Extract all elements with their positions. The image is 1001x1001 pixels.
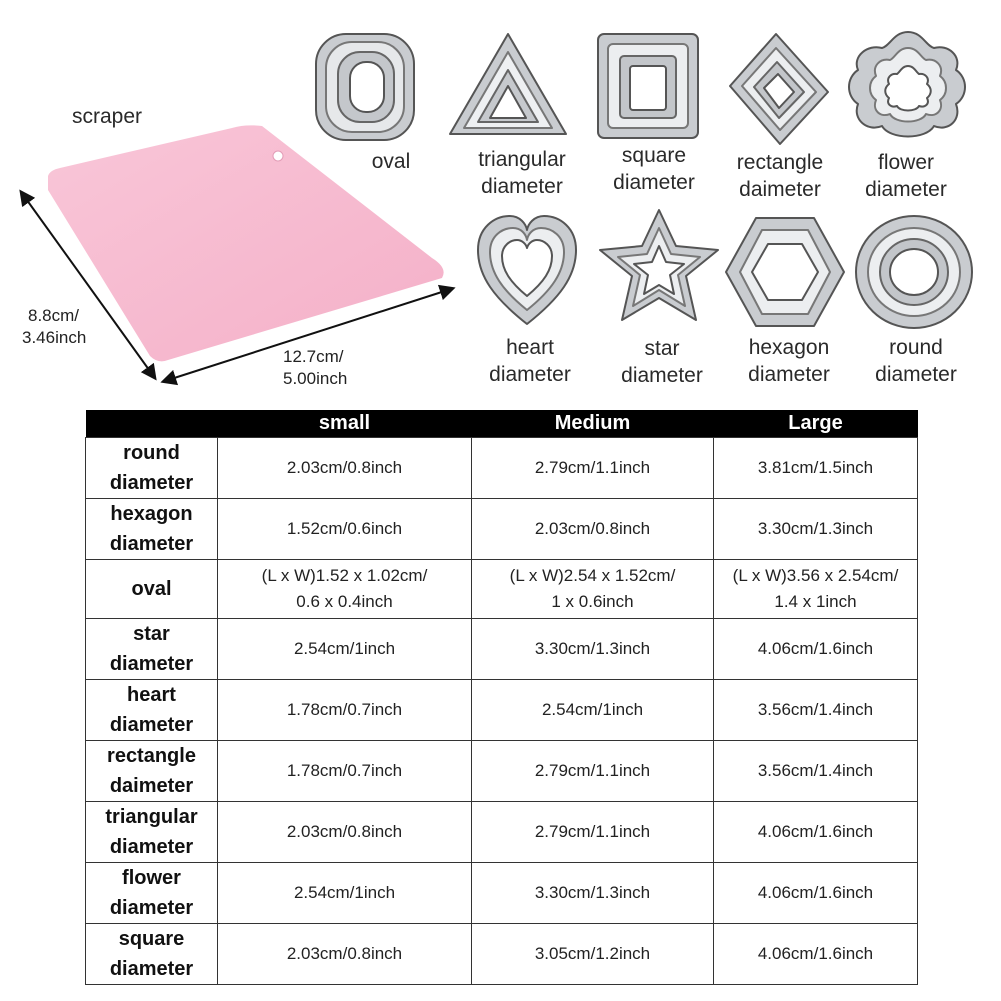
cell-value: (L x W)3.56 x 2.54cm/ <box>732 566 899 585</box>
row-label-line: square <box>118 928 185 950</box>
cutter-label-line2: diameter <box>613 171 695 194</box>
cell-value: 3.30cm/1.3inch <box>534 639 651 658</box>
cell-value: 1.78cm/0.7inch <box>286 761 403 780</box>
cell-small <box>218 924 472 985</box>
cell-value: 2.79cm/1.1inch <box>534 458 651 477</box>
cell-value: 2.03cm/0.8inch <box>286 944 403 963</box>
table-row <box>86 438 918 499</box>
cell-value: 2.54cm/1inch <box>293 639 396 658</box>
row-label-line: diameter <box>109 533 194 555</box>
row-label <box>86 741 218 802</box>
scraper-width-dimension <box>283 346 347 390</box>
cell-value: 2.54cm/1inch <box>293 883 396 902</box>
cell-value: (L x W)1.52 x 1.02cm/ <box>261 566 428 585</box>
cutter-label-line1: triangular <box>478 148 566 171</box>
cell-value: 4.06cm/1.6inch <box>757 944 874 963</box>
cutter-label-oval <box>356 148 426 175</box>
row-label-line: star <box>133 623 170 645</box>
row-label <box>86 802 218 863</box>
table-row <box>86 499 918 560</box>
cutter-label-line1: heart <box>506 336 554 359</box>
cell-medium <box>472 741 714 802</box>
cell-value: 4.06cm/1.6inch <box>757 639 874 658</box>
cell-medium <box>472 863 714 924</box>
cell-large <box>714 863 918 924</box>
cutter-label-line1: round <box>889 336 943 359</box>
cell-medium <box>472 438 714 499</box>
row-label <box>86 619 218 680</box>
cell-value: 4.06cm/1.6inch <box>757 883 874 902</box>
row-label-line: diameter <box>109 653 194 675</box>
cutter-label-heart <box>470 334 590 388</box>
row-label <box>86 924 218 985</box>
table-row <box>86 680 918 741</box>
row-label-line: triangular <box>105 806 198 828</box>
cell-value: 4.06cm/1.6inch <box>757 822 874 841</box>
cell-value: 2.03cm/0.8inch <box>286 822 403 841</box>
cell-value: 3.30cm/1.3inch <box>534 883 651 902</box>
size-table <box>85 410 918 985</box>
row-label <box>86 438 218 499</box>
cell-small <box>218 499 472 560</box>
cutter-label-triangular <box>462 146 582 200</box>
cell-value: 0.6 x 0.4inch <box>296 592 393 611</box>
heart-cutter-icon <box>474 212 580 330</box>
scraper-width-inch: 5.00inch <box>283 369 348 388</box>
cell-value: 1.78cm/0.7inch <box>286 700 403 719</box>
cell-small <box>218 802 472 863</box>
cell-value: 3.81cm/1.5inch <box>757 458 874 477</box>
cell-value: 3.05cm/1.2inch <box>534 944 651 963</box>
cutter-label-line1: hexagon <box>748 336 830 359</box>
row-label-line: diameter <box>109 836 194 858</box>
cell-small <box>218 863 472 924</box>
cutter-label-line2: diameter <box>481 175 563 198</box>
cutter-label-line1: oval <box>371 150 411 173</box>
cell-large <box>714 619 918 680</box>
cell-value: 3.30cm/1.3inch <box>757 519 874 538</box>
table-row <box>86 863 918 924</box>
star-cutter-icon <box>594 206 724 328</box>
scraper-height-cm: 8.8cm/ <box>28 306 80 325</box>
cell-value: 2.79cm/1.1inch <box>534 822 651 841</box>
cell-value: 2.03cm/0.8inch <box>534 519 651 538</box>
header-cell <box>86 410 218 438</box>
table-row <box>86 802 918 863</box>
row-label-line: round <box>123 442 180 464</box>
cell-medium <box>472 619 714 680</box>
scraper-label: scraper <box>72 105 143 128</box>
row-label <box>86 680 218 741</box>
cell-medium <box>472 802 714 863</box>
cell-value: 1.52cm/0.6inch <box>286 519 403 538</box>
row-label-line: rectangle <box>107 745 196 767</box>
row-label <box>86 560 218 619</box>
scraper-width-cm: 12.7cm/ <box>283 347 344 366</box>
row-label-line: oval <box>131 578 172 600</box>
square-cutter-icon <box>594 30 702 142</box>
table-row <box>86 741 918 802</box>
cutter-label-square <box>594 142 714 196</box>
oval-cutter-icon <box>310 28 420 148</box>
row-label-line: diameter <box>109 714 194 736</box>
table-body <box>86 438 918 985</box>
cell-value: 2.03cm/0.8inch <box>286 458 403 477</box>
cell-small <box>218 560 472 619</box>
cell-value: 3.56cm/1.4inch <box>757 761 874 780</box>
flower-cutter-icon <box>844 26 972 150</box>
scraper-hole-icon <box>273 151 283 161</box>
cutter-label-line2: diameter <box>489 363 571 386</box>
cell-medium <box>472 560 714 619</box>
header-cell-small: small <box>218 410 472 438</box>
row-label-line: diameter <box>109 897 194 919</box>
cell-large <box>714 741 918 802</box>
cutter-label-line1: star <box>644 337 680 360</box>
cutter-label-line1: square <box>621 144 687 167</box>
cell-small <box>218 438 472 499</box>
cell-small <box>218 619 472 680</box>
row-label-line: heart <box>127 684 176 706</box>
row-label <box>86 499 218 560</box>
cutter-label-line2: diameter <box>748 363 830 386</box>
cutter-label-star <box>602 335 722 389</box>
round-cutter-icon <box>852 212 976 332</box>
hexagon-cutter-icon <box>722 214 848 332</box>
cell-small <box>218 741 472 802</box>
cell-large <box>714 924 918 985</box>
cutter-label-line1: rectangle <box>736 151 824 174</box>
row-label-line: hexagon <box>110 503 193 525</box>
cutter-label-hexagon <box>726 334 852 388</box>
cell-large <box>714 499 918 560</box>
cutter-label-line2: diameter <box>875 363 957 386</box>
cell-large <box>714 560 918 619</box>
table-row <box>86 924 918 985</box>
cutter-label-line2: diameter <box>621 364 703 387</box>
row-label-line: diameter <box>109 472 194 494</box>
cell-medium <box>472 499 714 560</box>
cutter-label-rectangle <box>720 149 840 203</box>
cell-value: 1 x 0.6inch <box>551 592 634 611</box>
cutter-label-flower <box>846 149 966 203</box>
cutter-label-line2: diameter <box>865 178 947 201</box>
row-label-line: flower <box>122 867 181 889</box>
cell-large <box>714 680 918 741</box>
row-label <box>86 863 218 924</box>
row-label-line: diameter <box>109 958 194 980</box>
cell-medium <box>472 680 714 741</box>
cell-value: 1.4 x 1inch <box>774 592 857 611</box>
cutter-label-line1: flower <box>877 151 935 174</box>
cell-value: 2.54cm/1inch <box>541 700 644 719</box>
cutter-label-round <box>856 334 976 388</box>
cell-large <box>714 802 918 863</box>
cell-value: 3.56cm/1.4inch <box>757 700 874 719</box>
cutter-label-line2: daimeter <box>739 178 821 201</box>
scraper-height-dimension <box>22 305 87 349</box>
cell-large <box>714 438 918 499</box>
cell-value: (L x W)2.54 x 1.52cm/ <box>509 566 676 585</box>
table-row <box>86 619 918 680</box>
cell-small <box>218 680 472 741</box>
table-row <box>86 560 918 619</box>
rectangle-cutter-icon <box>726 30 832 148</box>
header-cell-medium: Medium <box>472 410 714 438</box>
row-label-line: daimeter <box>109 775 194 797</box>
triangular-cutter-icon <box>446 30 570 140</box>
table-header-row <box>86 410 918 438</box>
scraper-height-inch: 3.46inch <box>22 328 87 347</box>
header-cell-large: Large <box>714 410 918 438</box>
cell-value: 2.79cm/1.1inch <box>534 761 651 780</box>
cell-medium <box>472 924 714 985</box>
